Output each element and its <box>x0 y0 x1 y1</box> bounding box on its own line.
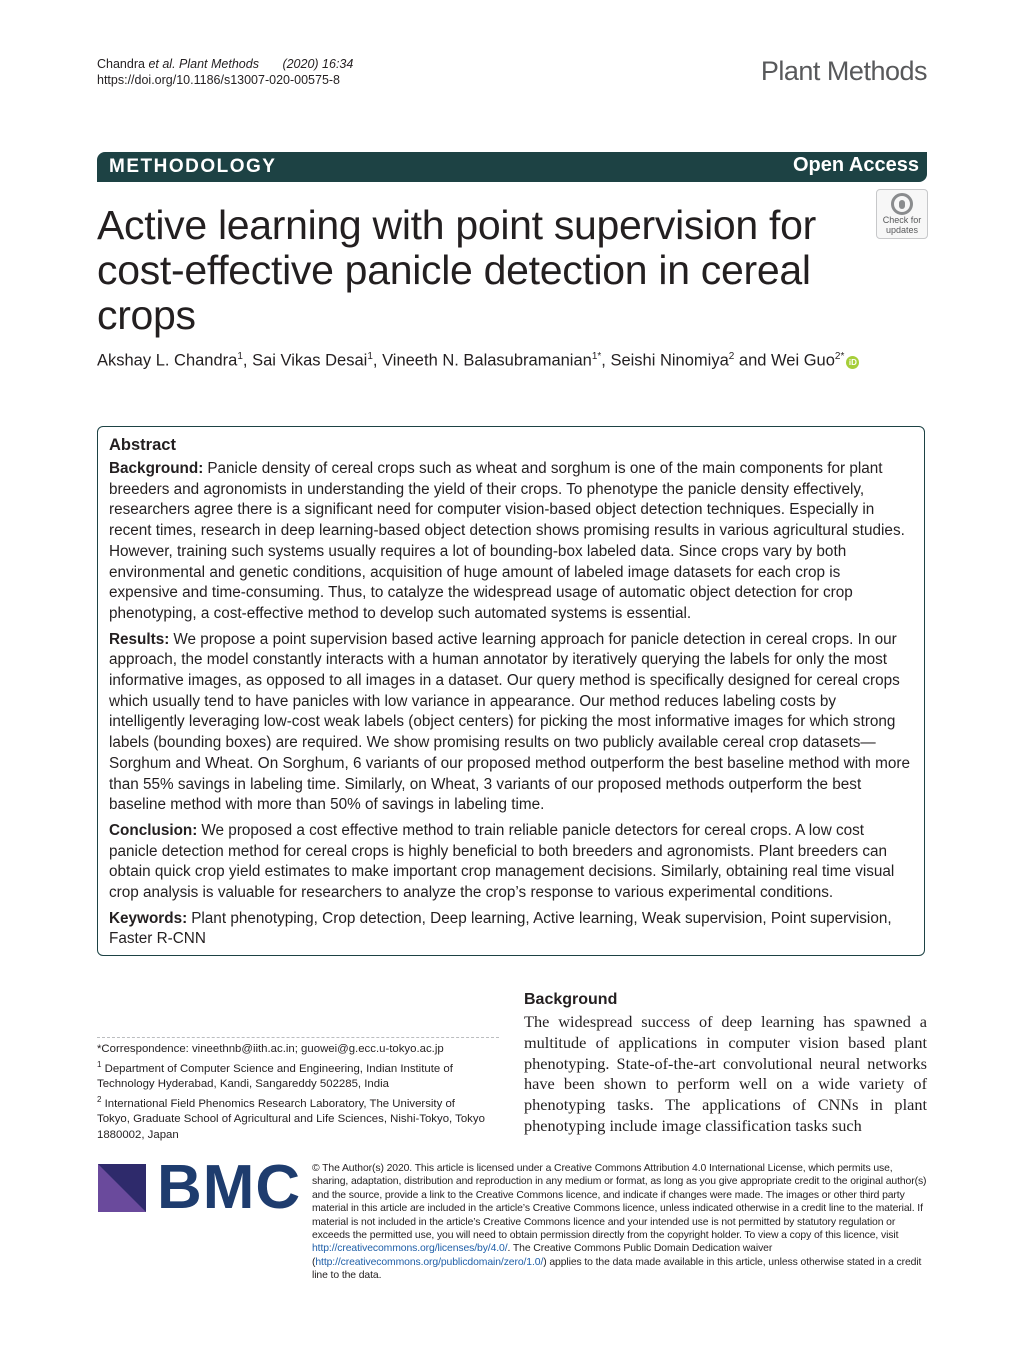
author-affiliation: 2* <box>834 351 845 362</box>
affiliation-number: 1 <box>97 1060 102 1070</box>
doi-link[interactable]: https://doi.org/10.1186/s13007-020-00575-8 <box>97 73 341 87</box>
abstract-results <box>109 630 911 816</box>
author-and: and <box>734 351 772 370</box>
abstract-conclusion <box>109 821 911 904</box>
bmc-logo-text: BMC <box>157 1153 302 1222</box>
footnote <box>97 1042 487 1143</box>
author-name[interactable]: Vineeth N. Balasubramanian <box>382 351 592 370</box>
journal-name: Plant Methods <box>760 56 927 86</box>
footnote-divider <box>97 1037 499 1038</box>
section-text: We proposed a cost effective method to train reliable panicle detectors for cereal crops. A low cost panicle detection method for cereal crops is highly beneficial to both breeders and agronomists. Plant breeders can obtain quick crop yield estimates to make important crop management decisions. Similarly, obtaining real time visual crop analysis is valuable for researchers to analyze the crop’s response to various experimental conditions. <box>109 821 895 902</box>
licence-link-cc-by[interactable]: http://creativecommons.org/licenses/by/4.0/ <box>312 1243 508 1255</box>
author-separator: , <box>242 351 253 370</box>
bmc-logo-mark <box>98 1164 146 1212</box>
author-name[interactable]: Sai Vikas Desai <box>252 351 368 370</box>
correspondence: *Correspondence: vineethnb@iith.ac.in; guowei@g.ecc.u-tokyo.ac.jp <box>97 1043 444 1055</box>
licence-part-1: © The Author(s) 2020. This article is licensed under a Creative Commons Attribution 4.0 International License, which permits use, sharing, adaptation, distribution and reproduction in any medium or format, as long as you give appropriate credit to the original author(s) and the source, provide a link to the Creative Commons licence, and indicate if changes were made. The images or other third party material in this article are included in the article’s Creative Commons licence, unless indicated otherwise in a credit line to the material. If material is not included in the article’s Creative Commons licence and your intended use is not permitted by statutory regulation or exceeds the permitted use, you will need to obtain permission directly from the copyright holder. To view a copy of this licence, visit <box>312 1163 927 1242</box>
affiliation-number: 2 <box>97 1095 102 1105</box>
citation-author: Chandra <box>97 57 149 71</box>
citation-block <box>97 56 353 88</box>
author-separator: , <box>601 351 611 370</box>
section-heading-background: Background <box>524 991 618 1008</box>
author-separator: , <box>372 351 383 370</box>
section-text: We propose a point supervision based active learning approach for panicle detection in cereal crops. In our approach, the model constantly interacts with a human annotator by iteratively querying the labels for only the most informative images, as opposed to all images in a dataset. Our query method is specifically designed for cereal crops which usually tend to have panicles with low variance in appearance. Our method reduces labeling costs by intelligently leveraging low-cost weak labels (object centers) for picking the most informative images for which strong labels (bounding boxes) are required. We show promising results on two publicly available cereal crop datasets—Sorghum and Wheat. On Sorghum, 6 variants of our proposed method outperform the best baseline method with more than 55% savings in labeling time. Similarly, on Wheat, 3 variants of our proposed methods outperform the best baseline method with more than 50% of savings in labeling time. <box>109 630 910 814</box>
abstract-box <box>97 426 925 956</box>
section-label: Results: <box>109 630 170 648</box>
citation-et-al: et al. <box>148 57 176 71</box>
licence-part-3: ) applies to the data made available in this article, unless otherwise stated in a credit line to the data. <box>312 1256 922 1282</box>
check-for-updates-line1: Check for <box>882 215 922 225</box>
orcid-icon[interactable]: iD <box>846 356 859 369</box>
article-title: Active learning with point supervision for cost-effective panicle detection in cereal crops <box>97 202 816 338</box>
affiliation-text: International Field Phenomics Research Laboratory, The University of Tokyo, Graduate School of Agricultural and Life Sciences, Nishi-Tokyo, Tokyo 1880002, Japan <box>97 1098 485 1141</box>
section-label: Background: <box>109 460 204 477</box>
citation-year: (2020) 16:34 <box>282 57 354 71</box>
author-affiliation: 1 <box>237 351 243 362</box>
bookmark-icon <box>891 193 913 215</box>
open-access-label: Open Access <box>793 154 919 176</box>
licence-part-2: . The Creative Commons Public Domain Dedication waiver ( <box>312 1243 773 1268</box>
abstract-background <box>109 459 911 625</box>
section-label: Conclusion: <box>109 821 198 839</box>
licence-text <box>312 1162 927 1283</box>
author-name[interactable]: Seishi Ninomiya <box>610 351 729 370</box>
check-for-updates-line2: updates <box>885 225 919 235</box>
author-affiliation: 2 <box>728 351 735 362</box>
affiliation-1 <box>97 1057 487 1092</box>
abstract-heading: Abstract <box>109 436 176 454</box>
affiliation-2 <box>97 1092 487 1142</box>
citation-journal: Plant Methods <box>179 57 259 71</box>
section-text: Panicle density of cereal crops such as wheat and sorghum is one of the main components for plant breeders and agronomists in understanding the yield of their crops. To phenotype the panicle density effectively, researchers agree there is a significant need for computer vision-based object detection techniques. Especially in recent times, research in deep learning-based object detection shows promising results in various agricultural studies. However, training such systems usually requires a lot of bounding-box labeled data. Since crops vary by both environmental and genetic conditions, acquisition of huge amount of labeled image datasets for each crop is expensive and time-consuming. Thus, to catalyze the widespread usage of automatic object detection for crop phenotyping, a cost-effective method to develop such automated systems is essential. <box>109 460 905 622</box>
author-name[interactable]: Akshay L. Chandra <box>97 351 238 370</box>
author-name[interactable]: Wei Guo <box>771 351 835 370</box>
abstract-keywords <box>109 909 911 950</box>
affiliation-text: Department of Computer Science and Engineering, Indian Institute of Technology Hyderabad, Kandi, Sangareddy 502285, India <box>97 1063 453 1091</box>
section-label: Keywords: <box>109 909 188 927</box>
licence-link-cc0[interactable]: http://creativecommons.org/publicdomain/zero/1.0/ <box>315 1256 544 1268</box>
body-paragraph: The widespread success of deep learning has spawned a multitude of applications in computer vision based plant phenotyping. State-of-the-art convolutional neural networks have been shown to perform well on a wide variety of phenotyping tasks. The applications of CNNs in plant phenotyping include image classification tasks such <box>524 1012 927 1135</box>
article-type: METHODOLOGY <box>109 156 277 177</box>
author-list <box>97 351 859 371</box>
author-affiliation: 1* <box>591 351 602 362</box>
author-affiliation: 1 <box>367 351 373 362</box>
section-text: Plant phenotyping, Crop detection, Deep learning, Active learning, Weak supervision, Point supervision, Faster R-CNN <box>109 909 892 948</box>
check-for-updates-button[interactable] <box>876 189 928 239</box>
article-banner <box>97 152 927 182</box>
